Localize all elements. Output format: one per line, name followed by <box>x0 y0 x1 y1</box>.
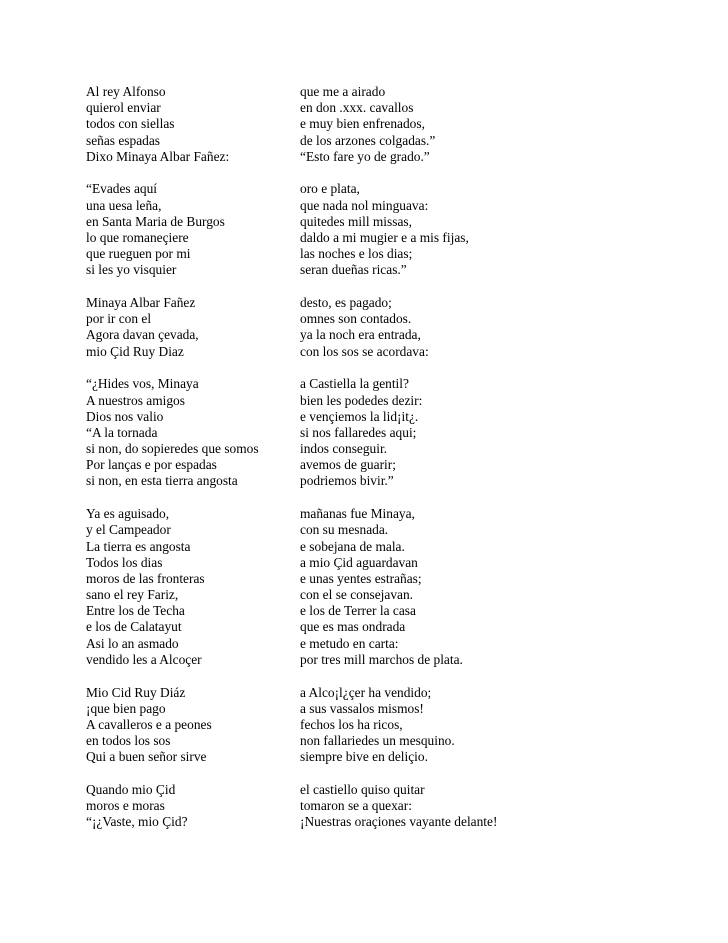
first-hemistich: Mio Cid Ruy Diáz <box>86 684 186 700</box>
verse-line <box>86 717 706 733</box>
first-hemistich: señas espadas <box>86 132 160 148</box>
poem-text <box>86 84 706 847</box>
verse-line <box>86 555 706 571</box>
first-hemistich: quierol enviar <box>86 100 161 116</box>
verse-line <box>86 782 706 798</box>
verse-line <box>86 701 706 717</box>
verse-line <box>86 506 706 522</box>
second-hemistich: que me a airado <box>300 84 386 99</box>
verse-line <box>86 522 706 538</box>
first-hemistich: sano el rey Fariz, <box>86 587 179 603</box>
second-hemistich: daldo a mi mugier e a mis fijas, <box>300 230 469 245</box>
verse-line <box>86 198 706 214</box>
verse-line <box>86 246 706 262</box>
second-hemistich: omnes son contados. <box>300 311 412 327</box>
verse-line <box>86 311 706 327</box>
first-hemistich: “¿Hides vos, Minaya <box>86 376 199 392</box>
second-hemistich: e unas yentes estrañas; <box>300 570 422 586</box>
second-hemistich: “Esto fare yo de grado.” <box>300 148 430 164</box>
verse-line <box>86 587 706 603</box>
second-hemistich: e muy bien enfrenados, <box>300 116 425 132</box>
second-hemistich: non fallariedes un mesquino. <box>300 733 455 749</box>
first-hemistich: Todos los dias <box>86 554 163 570</box>
first-hemistich: Dixo Minaya Albar Fañez: <box>86 148 230 164</box>
first-hemistich: Qui a buen señor sirve <box>86 749 207 765</box>
second-hemistich: que nada nol minguava: <box>300 197 429 213</box>
verse-line <box>86 181 706 197</box>
stanza <box>86 84 706 165</box>
first-hemistich: mio Çid Ruy Diaz <box>86 343 184 359</box>
second-hemistich: seran dueñas ricas.” <box>300 262 407 278</box>
first-hemistich: A cavalleros e a peones <box>86 716 212 732</box>
second-hemistich: las noches e los dias; <box>300 246 413 262</box>
stanza <box>86 782 706 831</box>
verse-line <box>86 685 706 701</box>
first-hemistich: A nuestros amigos <box>86 392 185 408</box>
verse-line <box>86 149 706 165</box>
second-hemistich: a mio Çid aguardavan <box>300 554 418 570</box>
second-hemistich: fechos los ha ricos, <box>300 716 403 732</box>
first-hemistich: si non, do sopieredes que somos <box>86 441 259 457</box>
verse-line <box>86 295 706 311</box>
second-hemistich: ya la noch era entrada, <box>300 327 421 343</box>
verse-line <box>86 814 706 830</box>
first-hemistich: Quando mio Çid <box>86 781 176 797</box>
second-hemistich: el castiello quiso quitar <box>300 781 425 797</box>
first-hemistich: vendido les a Alcoçer <box>86 651 202 667</box>
second-hemistich: que es mas ondrada <box>300 619 406 635</box>
first-hemistich: Por lanças e por espadas <box>86 457 217 473</box>
verse-line <box>86 344 706 360</box>
verse-line <box>86 619 706 635</box>
second-hemistich: por tres mill marchos de plata. <box>300 651 463 667</box>
first-hemistich: e los de Calatayut <box>86 619 182 635</box>
verse-line <box>86 733 706 749</box>
verse-line <box>86 473 706 489</box>
second-hemistich: tomaron se a quexar: <box>300 798 412 814</box>
second-hemistich: mañanas fue Minaya, <box>300 506 415 522</box>
stanza <box>86 295 706 360</box>
verse-line <box>86 133 706 149</box>
second-hemistich: a Castiella la gentil? <box>300 376 409 392</box>
second-hemistich: ¡Nuestras oraçiones vayante delante! <box>300 814 498 830</box>
verse-line <box>86 327 706 343</box>
verse-line <box>86 749 706 765</box>
stanza <box>86 181 706 278</box>
first-hemistich: y el Campeador <box>86 522 171 538</box>
verse-line <box>86 539 706 555</box>
first-hemistich: La tierra es angosta <box>86 538 191 554</box>
first-hemistich: si les yo visquier <box>86 262 177 278</box>
verse-line <box>86 441 706 457</box>
second-hemistich: a Alco¡l¿çer ha vendido; <box>300 684 432 700</box>
verse-line <box>86 636 706 652</box>
second-hemistich: con los sos se acordava: <box>300 343 429 359</box>
second-hemistich: avemos de guarir; <box>300 457 396 473</box>
verse-line <box>86 425 706 441</box>
second-hemistich: siempre bive en deliçio. <box>300 749 428 765</box>
first-hemistich: una uesa leña, <box>86 197 162 213</box>
second-hemistich: con su mesnada. <box>300 522 389 538</box>
first-hemistich: ¡que bien pago <box>86 700 166 716</box>
second-hemistich: e sobejana de mala. <box>300 538 405 554</box>
first-hemistich: lo que romaneçiere <box>86 230 189 245</box>
verse-line <box>86 393 706 409</box>
first-hemistich: Ya es aguisado, <box>86 506 170 522</box>
verse-line <box>86 652 706 668</box>
first-hemistich: Agora davan çevada, <box>86 327 199 343</box>
first-hemistich: Entre los de Techa <box>86 603 185 619</box>
second-hemistich: e vençiemos la lid¡it¿. <box>300 408 419 424</box>
first-hemistich: Al rey Alfonso <box>86 84 166 99</box>
verse-line <box>86 214 706 230</box>
first-hemistich: Dios nos valio <box>86 408 164 424</box>
verse-line <box>86 230 706 246</box>
verse-line <box>86 100 706 116</box>
second-hemistich: a sus vassalos mismos! <box>300 700 424 716</box>
second-hemistich: e metudo en carta: <box>300 635 399 651</box>
verse-line <box>86 376 706 392</box>
second-hemistich: si nos fallaredes aqui; <box>300 424 417 440</box>
first-hemistich: “A la tornada <box>86 424 158 440</box>
second-hemistich: oro e plata, <box>300 181 360 197</box>
second-hemistich: desto, es pagado; <box>300 295 392 311</box>
stanza <box>86 685 706 766</box>
second-hemistich: indos conseguir. <box>300 441 388 457</box>
verse-line <box>86 262 706 278</box>
first-hemistich: “Evades aquí <box>86 181 158 197</box>
first-hemistich: en todos los sos <box>86 733 171 749</box>
verse-line <box>86 116 706 132</box>
second-hemistich: bien les podedes dezir: <box>300 392 423 408</box>
stanza <box>86 506 706 668</box>
first-hemistich: todos con siellas <box>86 116 175 132</box>
verse-line <box>86 84 706 100</box>
second-hemistich: quitedes mill missas, <box>300 213 412 229</box>
first-hemistich: por ir con el <box>86 311 152 327</box>
first-hemistich: Minaya Albar Fañez <box>86 295 196 311</box>
stanza <box>86 376 706 489</box>
verse-line <box>86 571 706 587</box>
verse-line <box>86 603 706 619</box>
second-hemistich: de los arzones colgadas.” <box>300 132 436 148</box>
first-hemistich: si non, en esta tierra angosta <box>86 473 238 489</box>
first-hemistich: Asi lo an asmado <box>86 635 179 651</box>
first-hemistich: moros de las fronteras <box>86 570 205 586</box>
second-hemistich: e los de Terrer la casa <box>300 603 416 619</box>
second-hemistich: en don .xxx. cavallos <box>300 100 414 116</box>
verse-line <box>86 457 706 473</box>
first-hemistich: moros e moras <box>86 798 165 814</box>
first-hemistich: en Santa Maria de Burgos <box>86 213 225 229</box>
first-hemistich: que rueguen por mi <box>86 246 191 262</box>
verse-line <box>86 409 706 425</box>
verse-line <box>86 798 706 814</box>
second-hemistich: podriemos bivir.” <box>300 473 394 489</box>
second-hemistich: con el se consejavan. <box>300 587 414 603</box>
first-hemistich: “¡¿Vaste, mio Çid? <box>86 814 188 830</box>
